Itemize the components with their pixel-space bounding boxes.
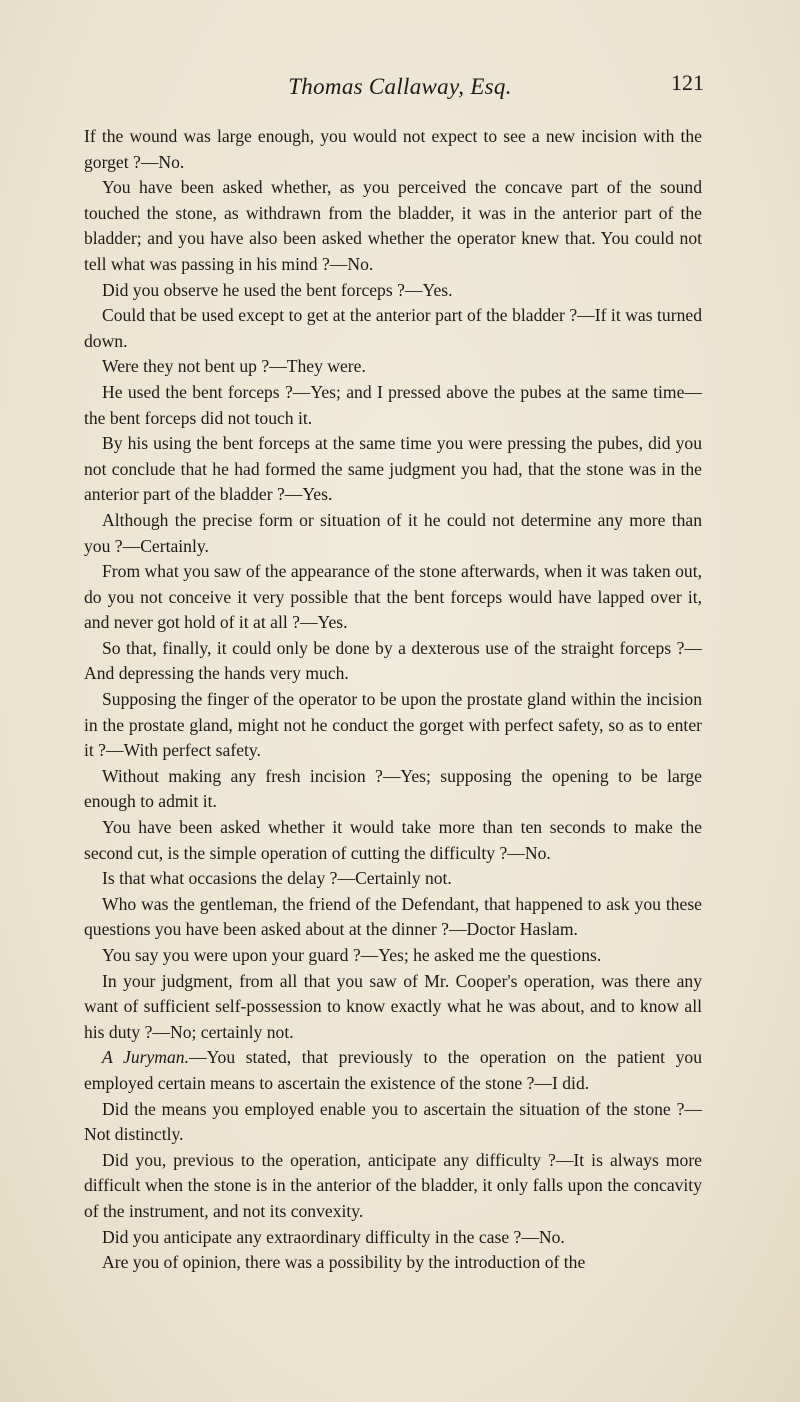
speaker-label: A Juryman. — [102, 1047, 189, 1068]
paragraph: You say you were upon your guard ?—Yes; he asked me the questions. — [102, 945, 602, 965]
running-head — [0, 70, 800, 110]
paragraph: Who was the gentleman, the friend of the Defendant, that happened to ask you these questions you have been asked about at the dinner ?—Doctor Haslam. — [84, 893, 702, 940]
paragraph: Did you anticipate any extraordinary difficulty in the case ?—No. — [102, 1226, 565, 1247]
paragraph: If the wound was large enough, you would not expect to see a new incision with the gorget ?—No. — [84, 126, 702, 172]
paragraph: In your judgment, from all that you saw of Mr. Cooper's operation, was there any want of sufficient self-possession to know exactly what he was about, and to know all his duty ?—No; certainly not. — [84, 970, 702, 1042]
paragraph: He used the bent forceps ?—Yes; and I pressed above the pubes at the same time—the bent forceps did not touch it. — [84, 381, 702, 428]
paragraph: Could that be used except to get at the anterior part of the bladder ?—If it was turned down. — [84, 305, 702, 351]
paragraph: Although the precise form or situation of it he could not determine any more than you ?—Certainly. — [84, 509, 702, 556]
paragraph: Were they not bent up ?—They were. — [102, 356, 366, 377]
paragraph: You have been asked whether, as you perceived the concave part of the sound touched the stone, as withdrawn from the bladder, it was in the anterior part of the bladder; and you have also been asked whether the operator knew that. You could not tell what was passing in his mind ?—No. — [84, 177, 702, 274]
paragraph: Is that what occasions the delay ?—Certainly not. — [102, 868, 452, 889]
paragraph: Did you observe he used the bent forceps ?—Yes. — [102, 279, 453, 300]
juryman-paragraph — [84, 1045, 702, 1096]
paragraph: Did you, previous to the operation, anticipate any difficulty ?—It is always more difficult when the stone is in the anterior of the bladder, it only falls upon the concavity of the instrument, and not its convexity. — [84, 1149, 702, 1221]
paragraph: You have been asked whether it would take more than ten seconds to make the second cut, is the simple operation of cutting the difficulty ?—No. — [84, 817, 702, 863]
juryman-text: —You stated, that previously to the operation on the patient you employed certain means to ascertain the existence of the stone ?—I did. — [84, 1047, 702, 1093]
running-title: Thomas Callaway, Esq. — [288, 74, 512, 99]
page-number: 121 — [671, 70, 704, 95]
paragraph: So that, finally, it could only be done by a dexterous use of the straight forceps ?—And depressing the hands very much. — [84, 637, 702, 684]
body-text — [84, 124, 702, 1276]
paragraph: Did the means you employed enable you to ascertain the situation of the stone ?—Not distinctly. — [84, 1098, 702, 1145]
paragraph: From what you saw of the appearance of the stone afterwards, when it was taken out, do you not conceive it very possible that the bent forceps would have lapped over it, and never got hold of it at all ?—Yes. — [84, 561, 702, 633]
paragraph: Without making any fresh incision ?—Yes; supposing the opening to be large enough to admit it. — [84, 765, 702, 812]
paragraph: Are you of opinion, there was a possibility by the introduction of the — [102, 1252, 586, 1273]
paragraph: Supposing the finger of the operator to be upon the prostate gland within the incision in the prostate gland, might not he conduct the gorget with perfect safety, so as to enter it ?—With perfect safety. — [84, 689, 702, 761]
paragraph: By his using the bent forceps at the same time you were pressing the pubes, did you not conclude that he had formed the same judgment you had, that the stone was in the anterior part of the bladder ?—Yes. — [84, 433, 702, 505]
